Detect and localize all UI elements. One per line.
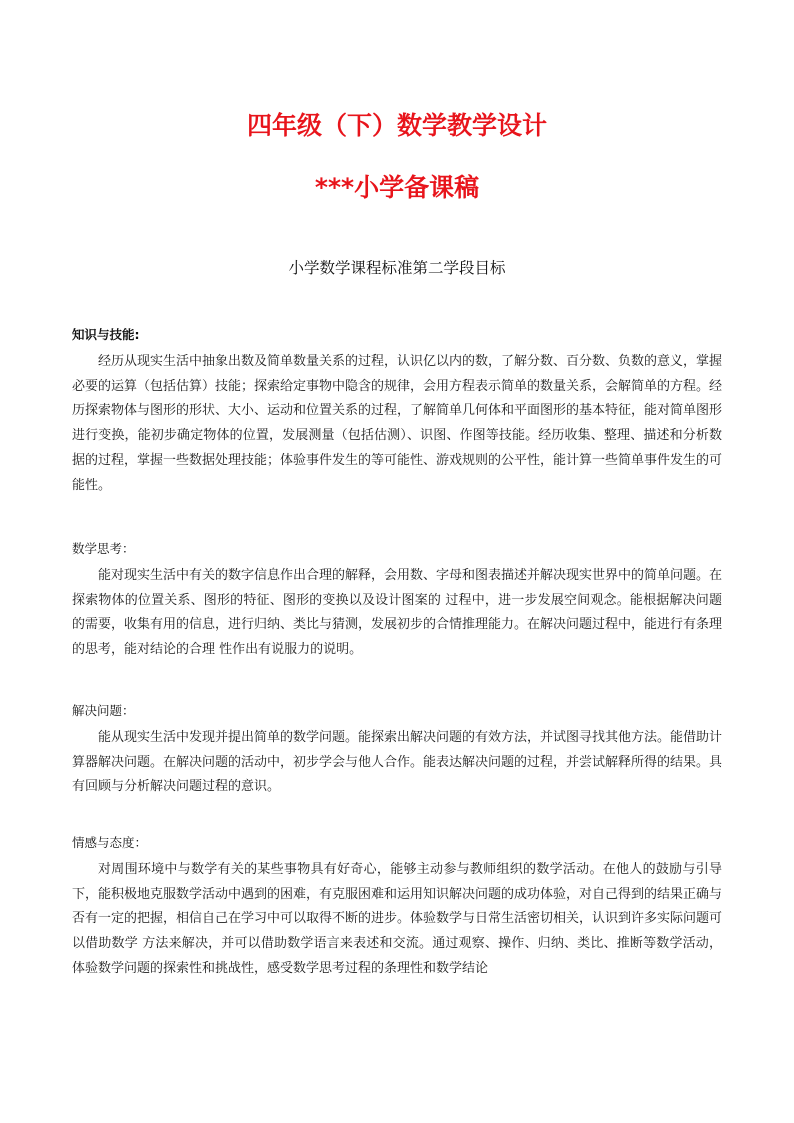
section-body: 能对现实生活中有关的数字信息作出合理的解释，会用数、字母和图表描述并解决现实世界中的简单问题。在探索物体的位置关系、图形的特征、图形的变换以及设计图案的 过程中，进一步发展空间观念。能根据解决问题的需要，收集有用的信息，进行归纳、类比与猜测，发展初步的合情推理能力。在解决问题过程中，能进行有条理的思考，能对结论的合理 性作出有说服力的说明。 (72, 568, 723, 658)
section-knowledge-skills (72, 325, 722, 498)
section-body: 对周围环境中与数学有关的某些事物具有好奇心，能够主动参与教师组织的数学活动。在他人的鼓励与引导下，能积极地克服数学活动中遇到的困难，有克服困难和运用知识解决问题的成功体验，对自己得到的结果正确与否有一定的把握，相信自己在学习中可以取得不断的进步。体验数学与日常生活密切相关，认识到许多实际问题可以借助数学 方法来解决，并可以借助数学语言来表述和交流。通过观察、操作、归纳、类比、推断等数学活动，体验数学问题的探索性和挑战性，感受数学思考过程的条理性和数学结论 (72, 862, 723, 976)
section-main-title: 小学数学课程标准第二学段目标 (288, 259, 506, 277)
document-title: 四年级（下）数学教学设计 (246, 111, 547, 140)
document-subtitle: ***小学备课稿 (314, 173, 480, 202)
section-math-thinking (72, 539, 722, 663)
section-heading: 解决问题： (72, 703, 135, 718)
section-heading: 数学思考： (72, 541, 135, 556)
section-heading: 情感与态度： (72, 835, 148, 850)
section-body: 经历从现实生活中抽象出数及简单数量关系的过程，认识亿以内的数，了解分数、百分数、负数的意义，掌握必要的运算（包括估算）技能；探索给定事物中隐含的规律，会用方程表示简单的数量关系，会解简单的方程。经历探索物体与图形的形状、大小、运动和位置关系的过程，了解简单几何体和平面图形的基本特征，能对简单图形进行变换，能初步确定物体的位置，发展测量（包括估测）、识图、作图等技能。经历收集、整理、描述和分析数据的过程，掌握一些数据处理技能；体验事件发生的等可能性、游戏规则的公平性，能计算一些简单事件发生的可能性。 (72, 354, 723, 493)
section-emotion-attitude (72, 833, 722, 982)
section-problem-solving (72, 701, 722, 800)
section-heading: 知识与技能: (72, 327, 140, 342)
section-body: 能从现实生活中发现并提出简单的数学问题。能探索出解决问题的有效方法，并试图寻找其他方法。能借助计算器解决问题。在解决问题的活动中，初步学会与他人合作。能表达解决问题的过程，并尝试解释所得的结果。具有回顾与分析解决问题过程的意识。 (72, 730, 723, 795)
